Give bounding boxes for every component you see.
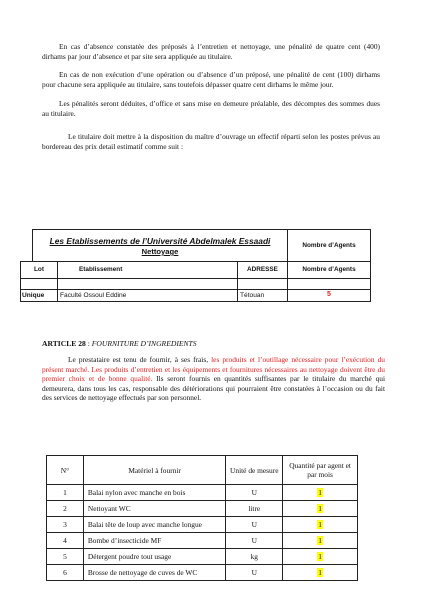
article-separator: : (85, 339, 92, 348)
intro-paragraph-1: En cas d’absence constatée des préposés à l’entretien et nettoyage, une pénalité de quatre cent (400) dirhams par jour d’absence et par site sera appliquée au titulaire. (42, 42, 380, 61)
table-row (47, 565, 358, 581)
row-qte: 1 (318, 536, 322, 545)
materiel-header-n: N° (47, 456, 84, 485)
row-n: 5 (47, 549, 84, 565)
table-row (47, 517, 358, 533)
materiel-header-qte: Quantité par agent et par mois (283, 456, 358, 485)
row-qte: 1 (318, 568, 322, 577)
row-agents: 5 (327, 291, 331, 298)
row-unite: litre (226, 501, 283, 517)
row-unite: U (226, 565, 283, 581)
row-adresse: Tétouan (240, 292, 265, 299)
materiel-table (46, 455, 358, 581)
article-title: FOURNITURE D’INGREDIENTS (91, 339, 197, 348)
row-adresse-cell (237, 289, 288, 302)
row-qte: 1 (318, 504, 322, 513)
agents-table-title: Les Etablissements de l’Université Abdelmalek Essaadi (49, 236, 271, 246)
header-etablissement-cell (57, 261, 238, 279)
table-row (47, 485, 358, 501)
row-materiel: Détergent poudre tout usage (83, 549, 226, 565)
row-unite: U (226, 485, 283, 501)
row-materiel: Nettoyant WC (83, 501, 226, 517)
materiel-header-row (47, 456, 358, 485)
row-n: 1 (47, 485, 84, 501)
row-etablissement: Faculté Ossoul Eddine (60, 292, 127, 299)
header-etablissement: Etablissement (79, 266, 123, 273)
row-lot: Unique (22, 292, 45, 299)
header-adresse: ADRESSE (247, 266, 278, 273)
row-lot-cell (20, 289, 58, 302)
table-row (47, 501, 358, 517)
row-unite: U (226, 517, 283, 533)
header-agents: Nombre d’Agents (302, 266, 356, 273)
table-row (47, 549, 358, 565)
row-n: 3 (47, 517, 84, 533)
header-lot: Lot (34, 266, 44, 273)
row-agents-cell (287, 289, 371, 302)
intro-paragraph-2: En cas de non exécution d’une opération ou d’absence d’un préposé, une pénalité de cent (100) dirhams pour chacune sera appliquée au titulaire, sans toutefois dépasser quatre cent dirhams le même jour. (42, 70, 380, 89)
article-text-a: Le prestataire est tenu de fournir, à ses frais, (68, 355, 212, 364)
row-materiel: Bombe d’insecticide MF (83, 533, 226, 549)
row-n: 2 (47, 501, 84, 517)
agents-top-right-label: Nombre d’Agents (302, 242, 356, 249)
row-qte: 1 (318, 488, 322, 497)
agents-table-subtitle: Nettoyage (141, 247, 179, 256)
row-materiel: Balai tête de loup avec manche longue (83, 517, 226, 533)
article-paragraph (42, 355, 385, 403)
row-materiel: Balai nylon avec manche en bois (83, 485, 226, 501)
row-etablissement-cell (57, 289, 238, 302)
agents-title-box (32, 229, 288, 262)
row-materiel: Brosse de nettoyage de cuves de WC (83, 565, 226, 581)
table-row (47, 533, 358, 549)
agents-top-right-cell (287, 229, 371, 262)
header-lot-cell (20, 261, 58, 279)
article-label: ARTICLE 28 (42, 339, 86, 348)
article-heading (42, 339, 197, 349)
intro-paragraph-3: Les pénalités seront déduites, d’office et sans mise en demeure préalable, des décomptes des sommes dues au titulaire. (42, 99, 380, 118)
row-unite: U (226, 533, 283, 549)
materiel-header-materiel: Matériel à fournir (83, 456, 226, 485)
article-text-red: les produits et l’outillage nécessaire pour l’exécution du présent marché. Les produits d’entretien et les équipements et fournitures nécessaires au nettoyage doivent être du premier choix et de bonne qualité. (42, 355, 385, 384)
row-unite: kg (226, 549, 283, 565)
header-agents-cell (287, 261, 371, 279)
row-n: 4 (47, 533, 84, 549)
row-n: 6 (47, 565, 84, 581)
materiel-header-unite: Unité de mesure (226, 456, 283, 485)
row-qte: 1 (318, 520, 322, 529)
intro-paragraph-4: Le titulaire doit mettre à la disposition du maître d’ouvrage un effectif réparti selon les postes prévus au bordereau des prix detail estimatif comme suit : (42, 132, 380, 151)
header-adresse-cell (237, 261, 288, 279)
row-qte: 1 (318, 552, 322, 561)
article-text-b: Ils seront fournis en quantités suffisantes par le titulaire du marché qui demeurera, dans tous les cas, responsable des détériorations qui pourraient être constatées à l’occasion ou du fait des services de nettoyage effectués par son personnel. (42, 374, 386, 403)
